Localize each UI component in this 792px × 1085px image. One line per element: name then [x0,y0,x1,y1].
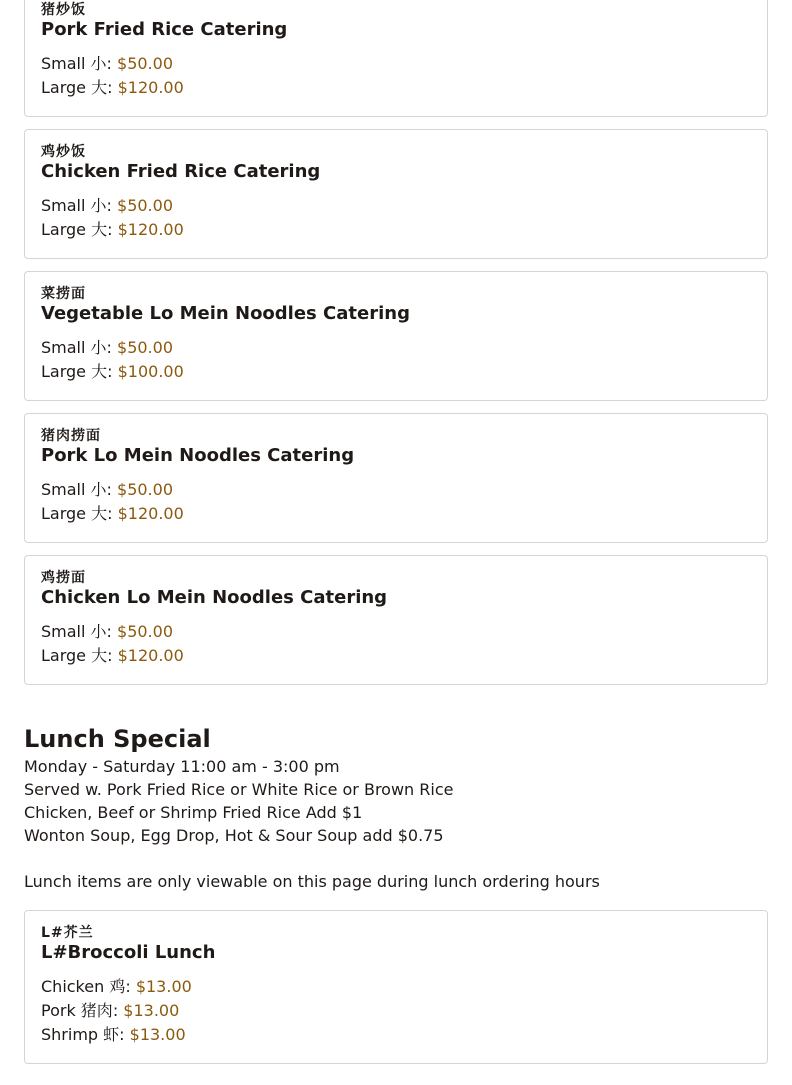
menu-item-card[interactable] [24,271,768,401]
size-label: Small 小 [41,622,107,641]
size-label: Large 大 [41,78,108,97]
menu-item-card[interactable] [24,555,768,685]
menu-item-card[interactable] [24,0,768,117]
item-title: Pork Fried Rice Catering [41,19,288,40]
price-option-shrimp[interactable]: Shrimp 虾: $13.00 [41,1025,186,1044]
section-info [24,755,768,847]
item-chinese-name: 猪肉捞面 [41,428,101,444]
size-label: Large 大 [41,220,108,239]
item-chinese-name: 鸡炒饭 [41,144,86,160]
price-option-small[interactable]: Small 小: $50.00 [41,622,173,641]
price-option-small[interactable]: Small 小: $50.00 [41,338,173,357]
price-option-large[interactable]: Large 大: $120.00 [41,646,184,665]
option-label: Shrimp 虾 [41,1025,120,1044]
size-label: Small 小 [41,196,107,215]
size-label: Small 小 [41,480,107,499]
price-list [41,194,751,258]
size-label: Large 大 [41,504,108,523]
menu-item-card[interactable] [24,910,768,1064]
price: $50.00 [117,338,173,357]
size-label: Small 小 [41,54,107,73]
menu-item-card[interactable] [24,129,768,259]
price-list [41,52,751,116]
price-list [41,478,751,542]
size-label: Large 大 [41,362,108,381]
item-title: Pork Lo Mein Noodles Catering [41,445,355,466]
price: $100.00 [117,362,184,381]
price: $120.00 [117,504,184,523]
price-option-large[interactable]: Large 大: $120.00 [41,504,184,523]
price: $50.00 [117,196,173,215]
item-title: Chicken Fried Rice Catering [41,161,321,182]
lunch-special-section [24,724,768,893]
price-option-large[interactable]: Large 大: $120.00 [41,220,184,239]
price: $120.00 [117,220,184,239]
price-option-large[interactable]: Large 大: $120.00 [41,78,184,97]
size-label: Large 大 [41,646,108,665]
price-option-chicken[interactable]: Chicken 鸡: $13.00 [41,977,192,996]
price: $50.00 [117,480,173,499]
price-list [41,336,751,400]
price: $120.00 [117,646,184,665]
price-option-small[interactable]: Small 小: $50.00 [41,54,173,73]
item-title: Chicken Lo Mein Noodles Catering [41,587,388,608]
price: $13.00 [129,1025,186,1044]
info-line: Served w. Pork Fried Rice or White Rice or Brown Rice [24,780,454,799]
size-label: Small 小 [41,338,107,357]
price-option-small[interactable]: Small 小: $50.00 [41,196,173,215]
item-title: L#Broccoli Lunch [41,942,216,963]
price: $120.00 [117,78,184,97]
price: $50.00 [117,54,173,73]
price-list [41,975,751,1063]
option-label: Chicken 鸡 [41,977,126,996]
info-line: Monday - Saturday 11:00 am - 3:00 pm [24,757,340,776]
price: $13.00 [123,1001,180,1020]
price: $50.00 [117,622,173,641]
option-label: Pork 猪肉 [41,1001,113,1020]
item-chinese-name: 菜捞面 [41,286,86,302]
price-option-pork[interactable]: Pork 猪肉: $13.00 [41,1001,180,1020]
item-title: Vegetable Lo Mein Noodles Catering [41,303,410,324]
info-line: Chicken, Beef or Shrimp Fried Rice Add $1 [24,803,363,822]
menu-item-card[interactable] [24,413,768,543]
section-title: Lunch Special [24,725,211,753]
item-chinese-name: 猪炒饭 [41,2,86,18]
price-list [41,620,751,684]
lunch-hours-notice: Lunch items are only viewable on this page during lunch ordering hours [24,872,600,891]
item-chinese-name: 鸡捞面 [41,570,86,586]
menu-page [24,0,768,1064]
price-option-large[interactable]: Large 大: $100.00 [41,362,184,381]
price-option-small[interactable]: Small 小: $50.00 [41,480,173,499]
price: $13.00 [135,977,192,996]
item-chinese-name: L#芥兰 [41,925,94,941]
info-line: Wonton Soup, Egg Drop, Hot & Sour Soup add $0.75 [24,826,444,845]
